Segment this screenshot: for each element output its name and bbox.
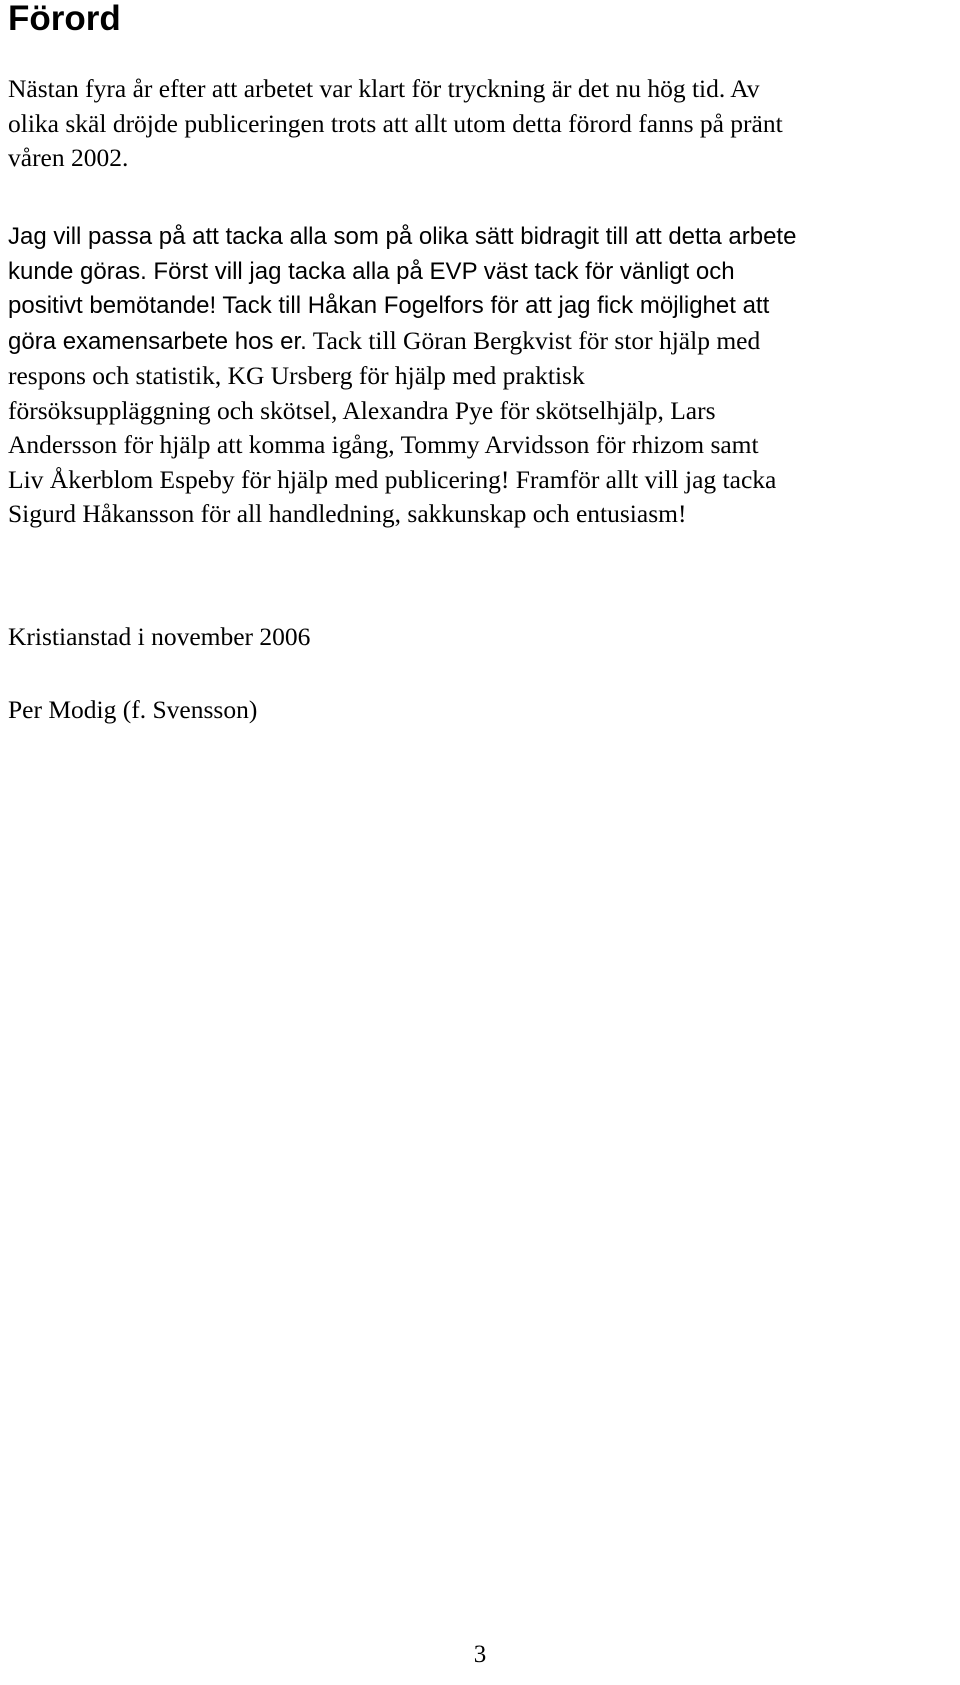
paragraph-acknowledgements [8, 220, 953, 532]
paragraph-line: våren 2002. [8, 143, 129, 172]
paragraph-line: kunde göras. Först vill jag tacka alla på EVP väst tack för vänligt och [8, 257, 735, 285]
paragraph-line [8, 324, 953, 360]
paragraph-line: Sigurd Håkansson för all handledning, sakkunskap och entusiasm! [8, 499, 687, 528]
paragraph-line: Jag vill passa på att tacka alla som på olika sätt bidragit till att detta arbete [8, 223, 797, 250]
paragraph-line: respons och statistik, KG Ursberg för hjälp med praktisk [8, 361, 585, 390]
place-date: Kristianstad i november 2006 [8, 622, 311, 651]
page-number: 3 [473, 1641, 487, 1668]
paragraph-line: olika skäl dröjde publiceringen trots att allt utom detta förord fanns på pränt [8, 108, 783, 138]
paragraph-line: Nästan fyra år efter att arbetet var klart för tryckning är det nu hög tid. Av [8, 74, 760, 103]
paragraph-line: Liv Åkerblom Espeby för hjälp med publicering! Framför allt vill jag tacka [8, 464, 777, 494]
paragraph-fragment: göra examensarbete hos er. [8, 327, 307, 355]
page-title: Förord [8, 0, 121, 38]
author-signature: Per Modig (f. Svensson) [8, 695, 258, 724]
paragraph-intro [8, 72, 953, 176]
paragraph-line: positivt bemötande! Tack till Håkan Fogelfors för att jag fick möjlighet att [8, 292, 770, 319]
paragraph-fragment: Tack till Göran Bergkvist för stor hjälp med [306, 325, 761, 355]
paragraph-line: försöksuppläggning och skötsel, Alexandra Pye för skötselhjälp, Lars [8, 395, 716, 425]
paragraph-line: Andersson för hjälp att komma igång, Tommy Arvidsson för rhizom samt [8, 430, 759, 459]
